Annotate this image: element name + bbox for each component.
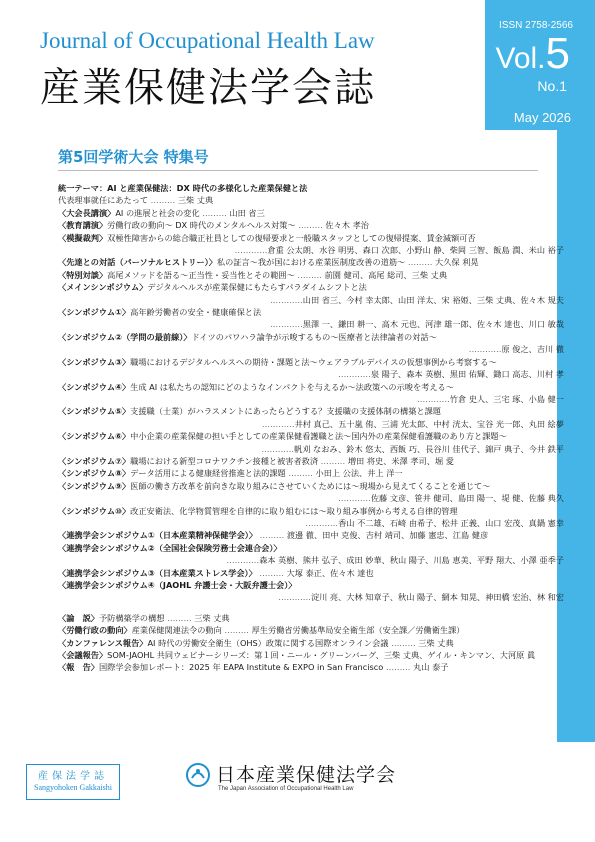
journal-title-ja: 産業保健法学会誌	[40, 65, 376, 111]
leader-dots: ………	[256, 567, 287, 578]
toc-item-label: 〈カンファレンス報告〉	[58, 637, 148, 648]
association-name-ja: 日本産業保健法学会	[216, 764, 397, 786]
toc-item-label: 〈シンポジウム⑨〉	[58, 480, 131, 491]
issue-number: No.1	[537, 78, 567, 94]
toc-item-label: 〈連携学会シンポジウム①（日本産業精神保健学会）〉	[58, 530, 258, 541]
leader-dots: …………	[270, 294, 303, 305]
toc-item-title: デジタルヘルスが産業保健にもたらすパラダイムシフトと法	[147, 282, 367, 293]
toc-item-title: 私の証言～我が国における産業医制度改善の道筋～	[216, 257, 406, 268]
leader-dots: ………	[318, 455, 348, 466]
toc-gap	[58, 604, 564, 612]
toc-item-label: 〈論 説〉	[58, 612, 99, 623]
leader-dots: ………	[164, 612, 195, 623]
toc-author: 前園 健司、高尾 総司、三柴 丈典	[324, 269, 448, 280]
leader-dots: …………	[305, 517, 339, 528]
volume-value: 5	[545, 29, 570, 78]
toc-item	[58, 219, 564, 231]
toc-author: 大久保 利晃	[435, 257, 479, 268]
toc-item-label: 〈先達との対話（パーソナルヒストリー）〉	[58, 257, 217, 268]
leader-dots: ………	[294, 269, 325, 280]
toc-item-label: 〈連携学会シンポジウム④（JAOHL 弁護士会・大阪弁護士会）〉	[58, 580, 297, 590]
leader-dots: ………	[388, 637, 419, 648]
toc-item	[58, 381, 564, 393]
toc-authors	[58, 591, 564, 603]
toc-item-label: 〈シンポジウム⑩〉	[58, 505, 131, 516]
toc-authors	[58, 554, 564, 566]
toc-author: 丸山 泰子	[413, 662, 449, 673]
toc-item	[58, 529, 564, 541]
journal-abbrev-stamp	[26, 764, 120, 800]
toc-author: 山田 省三	[229, 207, 265, 218]
toc-author: 倉重 公太朗、水谷 明男、森口 次郎、小野山 静、柴岡 三智、飯島 潤、米山 裕子	[267, 245, 564, 256]
toc-item	[58, 567, 564, 579]
issue-date: May 2026	[513, 110, 571, 125]
toc-authors	[58, 393, 564, 405]
leader-dots: …………	[261, 418, 295, 429]
toc-item	[58, 505, 564, 517]
toc-item-label: 〈特別対談〉	[58, 269, 108, 280]
toc-authors	[58, 244, 564, 256]
leader-dots: ………	[295, 220, 326, 231]
toc-item-title: 産業保健関連法令の動向	[131, 625, 222, 636]
toc-authors	[58, 492, 564, 504]
toc-item-title: 職場におけるデジタルヘルスへの期待・課題と法～ウェアラブルデバイスの仮想事例から考察する～	[130, 356, 497, 367]
toc-item-title: ドイツのパワハラ論争が示唆するもの～医療者と法律論者の対話～	[191, 331, 437, 342]
volume-number	[495, 29, 570, 81]
toc-author: 三柴 丈典	[194, 612, 230, 623]
toc-item-title: 生成 AI は私たちの認知にどのようなインパクトを与えるか～法政策への示唆を考える～	[130, 381, 454, 392]
toc-item	[58, 281, 564, 293]
toc-item-title: 中小企業の産業保健の担い手としての産業保健看護職と法～国内外の産業保健看護職のあり方と課題～	[130, 431, 507, 442]
toc-item	[58, 624, 564, 636]
toc-item	[58, 542, 564, 554]
toc-item-title: 改正安衛法、化学物質管理を自律的に取り組むには～取り組み事例から考える自律的管理	[130, 505, 458, 516]
toc-authors	[58, 443, 564, 455]
toc-item	[58, 306, 564, 318]
leader-dots: …………	[226, 555, 260, 566]
toc-item-label: 〈シンポジウム⑦〉	[58, 455, 131, 466]
toc-author: 泉 陽子、森本 英樹、黒田 佑輝、鋤口 高志、川村 孝	[370, 369, 564, 380]
toc-authors	[58, 517, 564, 529]
toc-item-label: 〈シンポジウム②（学問の最前線）〉	[58, 331, 192, 342]
toc-author: 小田上 公法、井上 洋一	[315, 468, 403, 479]
leader-dots: …………	[338, 493, 371, 504]
toc-item	[58, 194, 564, 206]
leader-dots: ………	[383, 662, 414, 673]
toc-item-title: 医師の働き方改革を前向きな取り組みにさせていくためには～現場から見えてくることを通じて～	[130, 480, 491, 491]
toc-item-label: 〈シンポジウム③〉	[58, 356, 131, 367]
toc-item	[58, 579, 564, 591]
toc-item	[58, 256, 564, 268]
cover-footer	[0, 742, 595, 842]
toc-item-label: 〈報 告〉	[58, 662, 99, 673]
toc-author: 香山 不二雄、石崎 由希子、松井 正義、山口 宏茂、真鍋 憲幸	[338, 517, 564, 528]
leader-dots: …………	[417, 393, 450, 404]
toc-author: 三柴 丈典	[177, 195, 214, 206]
table-of-contents-panel	[30, 130, 564, 742]
toc-authors	[58, 368, 564, 380]
toc-item-label: 〈シンポジウム④〉	[58, 381, 131, 392]
leader-dots: ………	[405, 257, 436, 268]
toc-item-label: 〈シンポジウム⑤〉	[58, 406, 131, 417]
toc-item-label: 〈シンポジウム⑥〉	[58, 431, 131, 442]
toc-item-title: 代表理事就任にあたって	[58, 195, 149, 206]
toc-item-title: 予防構築学の構想	[98, 612, 165, 623]
toc-author: 佐藤 文彦、笹井 健司、島田 陽一、堤 健、佐藤 典久	[370, 493, 564, 504]
toc-item-label: 〈労働行政の動向〉	[58, 625, 132, 636]
toc-author: 大塚 泰正、佐々木 達也	[286, 567, 374, 578]
toc-item-title: 支援職（士業）がハラスメントにあったらどうする？支援職の支援体制の構築と課題	[130, 406, 441, 417]
leader-dots: …………	[270, 319, 303, 330]
leader-dots: …………	[278, 592, 311, 603]
toc-item-label: 〈連携学会シンポジウム③（日本産業ストレス学会）〉	[58, 567, 257, 578]
stamp-ja: 産保法学誌	[38, 771, 108, 782]
toc-item	[58, 637, 564, 649]
toc-item	[58, 649, 564, 661]
toc-author: 竹倉 史人、三宅 琢、小島 健一	[449, 393, 564, 404]
special-issue-title: 第5回学術大会 特集号	[58, 148, 209, 166]
toc-author: 淀川 亮、大林 知章子、秋山 陽子、網本 知晃、神田橋 宏治、林 和宏	[310, 592, 564, 603]
toc-item-title: データ活用による健康経営推進と法的課題	[130, 468, 286, 479]
toc-item	[58, 612, 564, 624]
toc-item	[58, 455, 564, 467]
toc-item	[58, 661, 564, 673]
toc-item-label: 〈会議報告〉	[58, 650, 108, 661]
leader-dots: …………	[261, 443, 295, 454]
leader-dots: ………	[285, 468, 316, 479]
leader-dots: …………	[234, 245, 268, 256]
toc-theme: 統一テーマ：AI と産業保健法：DX 時代の多様化した産業保健と法	[58, 183, 308, 193]
stamp-en: Sangyohoken Gakkaishi	[34, 783, 112, 792]
toc-author: 増田 将史、米澤 孝司、堀 愛	[347, 455, 454, 466]
toc-item-label: 〈連携学会シンポジウム②（全国社会保険労務士会連合会）〉	[58, 542, 282, 553]
toc-authors	[58, 343, 564, 355]
toc-list	[58, 182, 564, 674]
toc-authors	[58, 418, 564, 430]
toc-item-title: 高尾メソッドを語る～正当性・妥当性とその範囲～	[107, 269, 295, 280]
leader-dots: …………	[338, 369, 371, 380]
toc-item-label: 〈シンポジウム①〉	[58, 307, 131, 318]
toc-author: 森本 英樹、熊井 弘子、成田 妙華、秋山 陽子、川島 恵美、平野 翔大、小澤 亜季子	[259, 555, 564, 566]
toc-item	[58, 331, 564, 343]
toc-item	[58, 232, 564, 244]
toc-item-title: 高年齢労働者の安全・健康確保と法	[130, 307, 262, 318]
divider	[58, 170, 538, 171]
toc-author: 佐々木 孝治	[325, 220, 369, 231]
toc-item-label: 〈大会長講演〉	[58, 207, 116, 218]
leader-dots: ………	[199, 207, 230, 218]
toc-author: 帆刈 なおみ、鈴木 悠太、西飯 巧、長谷川 佳代子、錦戸 典子、今井 鉄平	[294, 443, 564, 454]
toc-item-label: 〈教育講演〉	[58, 220, 108, 231]
toc-author: 渡邊 徹、田中 克俊、吉村 靖司、加藤 憲忠、江島 健彦	[286, 530, 489, 541]
leader-dots: ………	[257, 530, 287, 541]
issn: ISSN 2758-2566	[499, 20, 573, 31]
toc-item	[58, 269, 564, 281]
leader-dots: ………	[221, 625, 252, 636]
toc-item-label: 〈メインシンポジウム〉	[58, 282, 148, 293]
toc-item-title: SOM-JAOHL 共同ウェビナーシリーズ：第１回・ニール・グリーンバーグ、三柴 丈典、ゲイル・キンマン、大河原 眞	[107, 650, 536, 661]
toc-item-title: 労働行政の動向～ DX 時代のメンタルヘルス対策～	[107, 220, 296, 231]
volume-prefix: Vol.	[495, 42, 546, 75]
association-logo-icon	[185, 762, 211, 788]
toc-item-title: AI の進展と社会の変化	[115, 207, 200, 218]
toc-author: 三柴 丈典	[418, 637, 454, 648]
toc-item-title: 国際学会参加レポート：2025 年 EAPA Institute & EXPO in San Francisco	[98, 662, 384, 673]
toc-author: 山田 省三、今村 幸太郎、山田 洋太、宋 裕姫、三柴 丈典、佐々木 規夫	[302, 294, 564, 305]
toc-item	[58, 207, 564, 219]
association-name-en: The Japan Association of Occupational Health Law	[218, 786, 354, 792]
leader-dots: …………	[468, 344, 502, 355]
toc-author: 黒澤 一、鎌田 耕一、高木 元也、河津 雄一郎、佐々木 達也、川口 敏哉	[302, 319, 564, 330]
toc-author: 原 俊之、吉川 徹	[501, 344, 564, 355]
toc-item	[58, 430, 564, 442]
toc-authors	[58, 294, 564, 306]
journal-title-en: Journal of Occupational Health Law	[40, 28, 375, 53]
toc-item-title: 双極性障害からの総合職正社員としての復帰要求と一般職スタッフとしての復帰提案、賃金減額可否	[107, 232, 476, 243]
toc-item-label: 〈シンポジウム⑧〉	[58, 468, 131, 479]
toc-item	[58, 405, 564, 417]
toc-item-title: AI 時代の労働安全衛生（OHS）政策に関する国際オンライン会議	[147, 637, 389, 648]
toc-authors	[58, 318, 564, 330]
toc-item	[58, 467, 564, 479]
toc-item-title: 職場における新型コロナワクチン接種と被害者救済	[130, 455, 319, 466]
toc-item	[58, 356, 564, 368]
toc-item	[58, 480, 564, 492]
toc-author: 厚生労働省労働基準局安全衛生部（安全課／労働衛生課）	[251, 625, 465, 636]
toc-item-label: 〈模擬裁判〉	[58, 232, 108, 243]
toc-author: 井村 真己、五十嵐 侑、三浦 光太郎、中村 洸太、宝谷 光一郎、丸田 絵夢	[294, 418, 564, 429]
leader-dots: ………	[148, 195, 178, 206]
